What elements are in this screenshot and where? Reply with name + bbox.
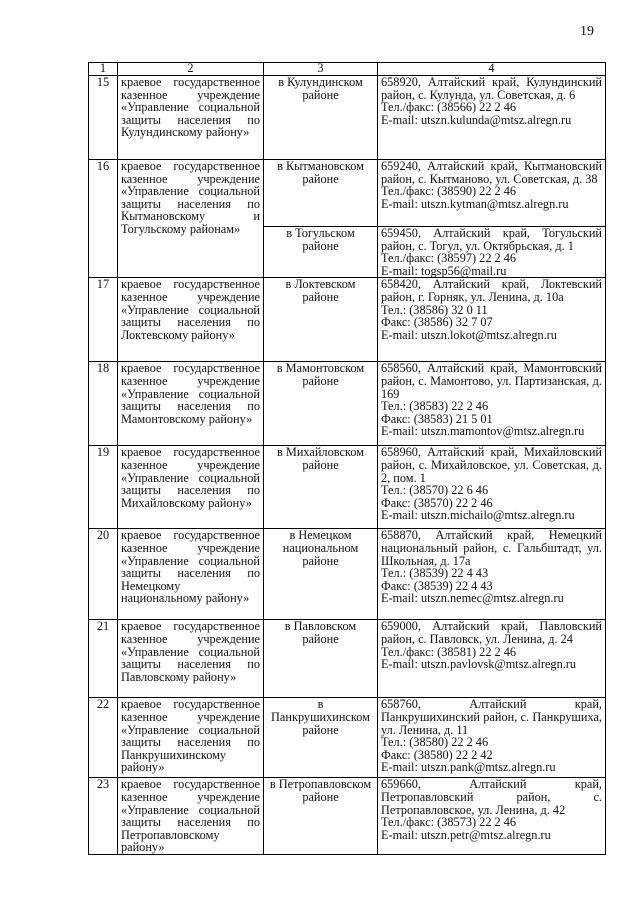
institution-name: краевое государственное казенное учреждение «Управление социальной защиты населения по Мамонтовскому району»	[118, 362, 264, 446]
institution-name: краевое государственное казенное учреждение «Управление социальной защиты населения по Петропавловскому району»	[118, 778, 264, 855]
table-row	[89, 160, 606, 227]
institution-name: краевое государственное казенное учреждение «Управление социальной защиты населения по Кулундинскому району»	[118, 76, 264, 160]
address-contacts-cell: 658760, Алтайский край, Панкрушихинский район, с. Панкрушиха, ул. Ленина, д. 11 Тел.: (38580) 22 2 46 Факс: (38580) 22 2 42 E-mail: utszn.pank@mtsz.alregn.ru	[378, 698, 606, 778]
address-contacts-cell: 659240, Алтайский край, Кытмановский район, с. Кытманово, ул. Советская, д. 38 Тел./факс: (38590) 22 2 46 E-mail: utszn.kytman@mtsz.alregn.ru	[378, 160, 606, 227]
table-row	[89, 362, 606, 446]
column-header-4: 4	[378, 63, 606, 76]
row-number: 16	[89, 160, 118, 278]
table-row	[89, 778, 606, 855]
column-header-3: 3	[264, 63, 378, 76]
address-contacts-cell: 658560, Алтайский край, Мамонтовский район, с. Мамонтово, ул. Партизанская, д. 169 Тел.: (38583) 22 2 46 Факс: (38583) 21 5 01 E-mail: utszn.mamontov@mtsz.alregn.ru	[378, 362, 606, 446]
district-cell: в Мамонтовском районе	[264, 362, 378, 446]
table-row	[89, 529, 606, 620]
district-cell: в Михайловском районе	[264, 446, 378, 529]
address-contacts-cell: 659000, Алтайский край, Павловский район, с. Павловск, ул. Ленина, д. 24 Тел./факс: (38581) 22 2 46 E-mail: utszn.pavlovsk@mtsz.alregn.ru	[378, 620, 606, 698]
district-cell: в Локтевском районе	[264, 278, 378, 362]
row-number: 21	[89, 620, 118, 698]
district-cell: в Павловском районе	[264, 620, 378, 698]
row-number: 15	[89, 76, 118, 160]
row-number: 19	[89, 446, 118, 529]
district-cell: в Кулундинском районе	[264, 76, 378, 160]
row-number: 17	[89, 278, 118, 362]
row-number: 18	[89, 362, 118, 446]
institution-name: краевое государственное казенное учреждение «Управление социальной защиты населения по Панкрушихинскому району»	[118, 698, 264, 778]
institution-name: краевое государственное казенное учреждение «Управление социальной защиты населения по Локтевскому району»	[118, 278, 264, 362]
table-row	[89, 278, 606, 362]
column-header-1: 1	[89, 63, 118, 76]
institution-name: краевое государственное казенное учреждение «Управление социальной защиты населения по Павловскому району»	[118, 620, 264, 698]
page-number: 19	[580, 24, 594, 39]
table-row	[89, 446, 606, 529]
address-contacts-cell: 658960, Алтайский край, Михайловский район, с. Михайловское, ул. Советская, д. 2, пом. 1 Тел.: (38570) 22 6 46 Факс: (38570) 22 2 46 E-mail: utszn.michailo@mtsz.alregn.ru	[378, 446, 606, 529]
institution-name: краевое государственное казенное учреждение «Управление социальной защиты населения по Кытмановскому и Тогульскому районам»	[118, 160, 264, 278]
address-contacts-cell: 658920, Алтайский край, Кулундинский район, с. Кулунда, ул. Советская, д. 6 Тел./факс: (38566) 22 2 46 E-mail: utszn.kulunda@mtsz.alregn.ru	[378, 76, 606, 160]
table-row	[89, 620, 606, 698]
district-cell: в Кытмановском районе	[264, 160, 378, 227]
address-contacts-cell: 658420, Алтайский край, Локтевский район, г. Горняк, ул. Ленина, д. 10а Тел.: (38586) 32 0 11 Факс: (38586) 32 7 07 E-mail: utszn.lokot@mtsz.alregn.ru	[378, 278, 606, 362]
table-row	[89, 76, 606, 160]
institutions-table	[88, 62, 606, 855]
row-number: 23	[89, 778, 118, 855]
institution-name: краевое государственное казенное учреждение «Управление социальной защиты населения по Михайловскому району»	[118, 446, 264, 529]
district-cell: в Петропавловском районе	[264, 778, 378, 855]
column-header-2: 2	[118, 63, 264, 76]
table-header-row	[89, 63, 606, 76]
address-contacts-cell: 659660, Алтайский край, Петропавловский район, с. Петропавловское, ул. Ленина, д. 42 Тел./факс: (38573) 22 2 46 E-mail: utszn.petr@mtsz.alregn.ru	[378, 778, 606, 855]
district-cell: в Тогульском районе	[264, 227, 378, 278]
district-cell: в Немецком национальном районе	[264, 529, 378, 620]
row-number: 22	[89, 698, 118, 778]
address-contacts-cell: 658870, Алтайский край, Немецкий национальный район, с. Гальбштадт, ул. Школьная, д. 17а Тел.: (38539) 22 4 43 Факс: (38539) 22 4 43 E-mail: utszn.nemec@mtsz.alregn.ru	[378, 529, 606, 620]
district-cell: в Панкрушихинском районе	[264, 698, 378, 778]
table-row	[89, 698, 606, 778]
institution-name: краевое государственное казенное учреждение «Управление социальной защиты населения по Немецкому национальному району»	[118, 529, 264, 620]
table-body	[89, 76, 606, 855]
address-contacts-cell: 659450, Алтайский край, Тогульский район, с. Тогул, ул. Октябрьская, д. 1 Тел./факс: (38597) 22 2 46 E-mail: togsp56@mail.ru	[378, 227, 606, 278]
row-number: 20	[89, 529, 118, 620]
